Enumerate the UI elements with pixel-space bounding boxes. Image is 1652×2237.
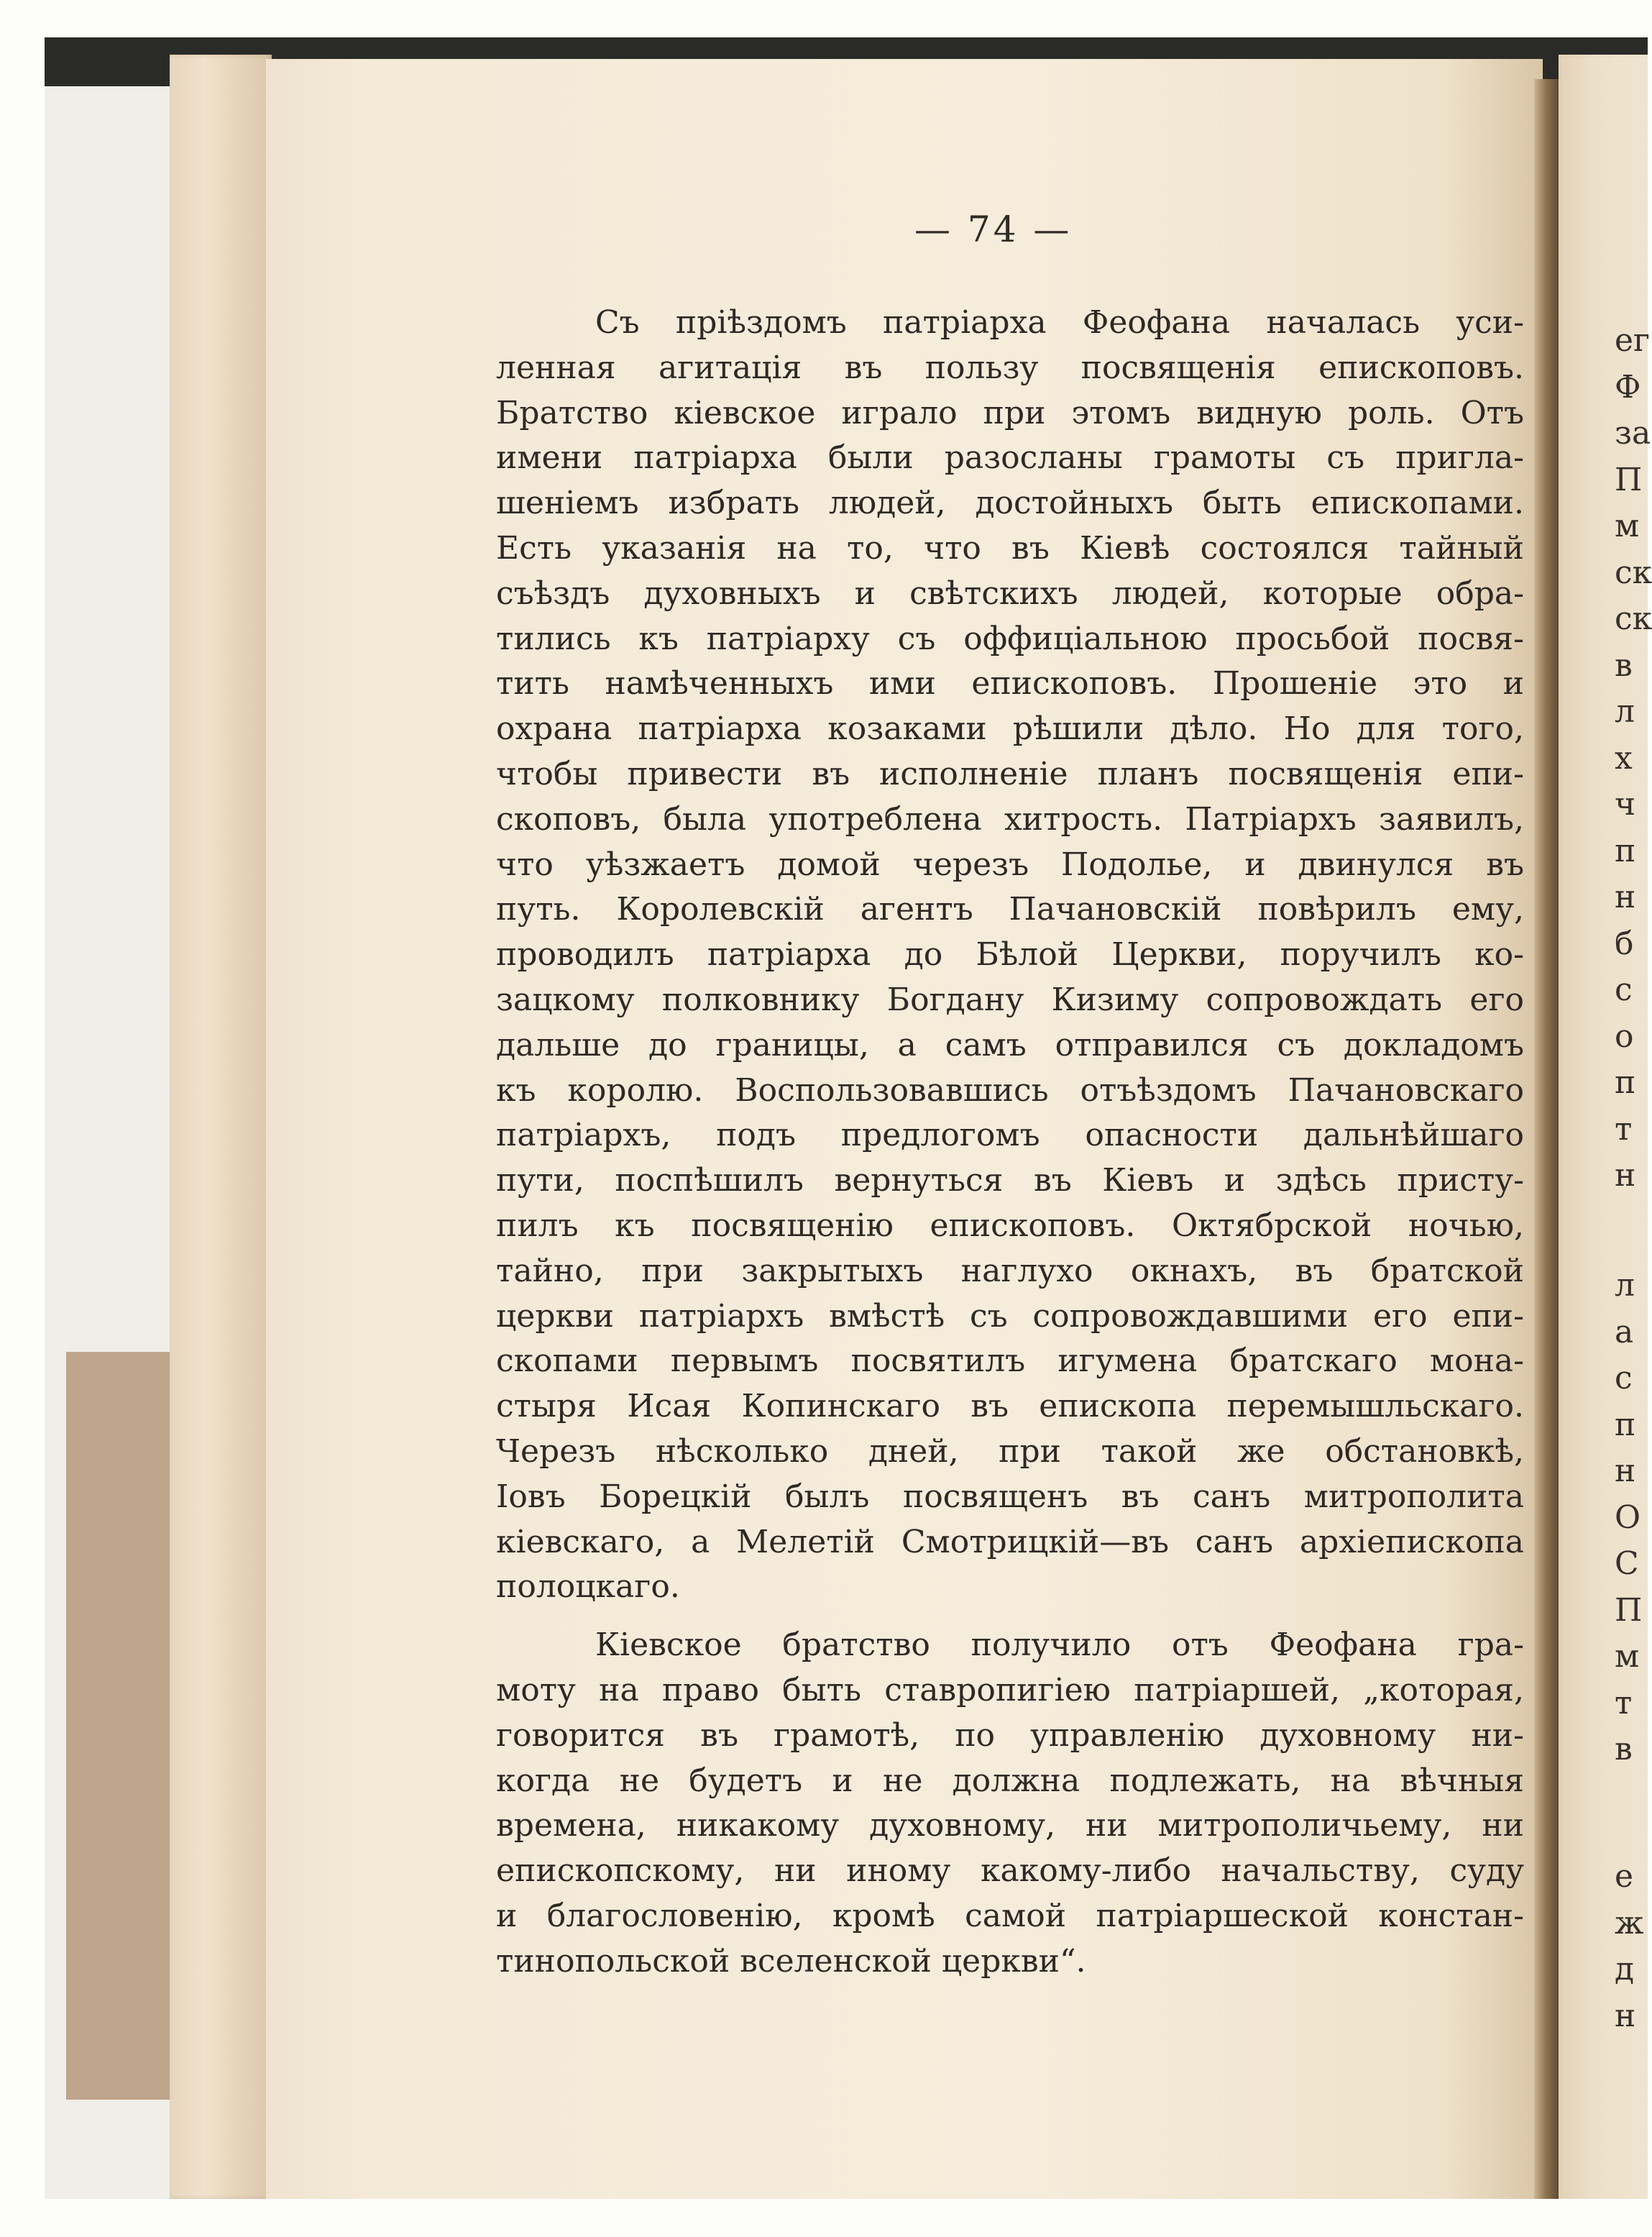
adjacent-page-text-fragment: х [1615, 739, 1633, 777]
text-line: Съ прiѣздомъ патрiарха Феофана началась уси- [595, 304, 1524, 341]
adjacent-page [1559, 55, 1652, 2199]
adjacent-page-text-fragment: л [1615, 1267, 1635, 1304]
text-line: тить намѣченныхъ ими епископовъ. Прошенiе это и [496, 665, 1524, 703]
text-line: епископскому, ни иному какому-либо начальству, суду [496, 1852, 1524, 1890]
adjacent-page-text-fragment: в [1615, 646, 1633, 684]
adjacent-page-text-fragment: н [1615, 1157, 1636, 1194]
book-page-edges [170, 55, 272, 2199]
text-line: Кiевское братство получило отъ Феофана гра- [595, 1627, 1524, 1664]
adjacent-page-text-fragment: ск [1615, 554, 1652, 591]
adjacent-page-text-fragment: ч [1615, 786, 1636, 823]
text-line: съѣздъ духовныхъ и свѣтскихъ людей, которые обра- [496, 575, 1524, 612]
adjacent-page-text-fragment: п [1615, 832, 1636, 869]
adjacent-page-text-fragment: л [1615, 693, 1635, 730]
text-line: стыря Исая Копинскаго въ епископа перемышльскаго. [496, 1388, 1524, 1425]
text-line: имени патрiарха были разосланы грамоты съ пригла- [496, 439, 1524, 477]
adjacent-page-text-fragment: С [1615, 1545, 1639, 1582]
adjacent-page-text-fragment: П [1615, 1591, 1643, 1629]
text-line: что уѣзжаетъ домой черезъ Подолье, и двинулся въ [496, 846, 1524, 883]
adjacent-page-text-fragment: за [1615, 415, 1651, 452]
adjacent-page-text-fragment: с [1615, 1360, 1633, 1396]
text-line: патрiархъ, подъ предлогомъ опасности дальнѣйшаго [496, 1117, 1524, 1154]
text-line: ленная агитацiя въ пользу посвященiя епископовъ. [496, 349, 1524, 386]
text-line: и благословенiю, кромѣ самой патрiаршеской констан- [496, 1897, 1524, 1934]
color-swatch [66, 1352, 174, 2100]
text-line: Есть указанiя на то, что въ Кiевѣ состоялся тайный [496, 529, 1524, 567]
text-line: времена, никакому духовному, ни митрополичьему, ни [496, 1807, 1524, 1844]
text-line: моту на право быть ставропигiею патрiаршей, „которая, [496, 1671, 1524, 1708]
adjacent-page-text-fragment: н [1615, 1453, 1636, 1489]
adjacent-page-text-fragment: П [1615, 461, 1643, 498]
text-line: проводилъ патрiарха до Бѣлой Церкви, поручилъ ко- [496, 936, 1524, 974]
text-line: Братство кiевское играло при этомъ видную роль. Отъ [496, 394, 1524, 431]
adjacent-page-text-fragment: м [1615, 508, 1640, 544]
text-line: зацкому полковнику Богдану Кизиму сопровождать его [496, 981, 1524, 1018]
adjacent-page-text-fragment: п [1615, 1406, 1636, 1443]
adjacent-page-text-fragment: т [1615, 1110, 1633, 1148]
adjacent-page-text-fragment: ег [1615, 322, 1651, 359]
text-line: полоцкаго. [496, 1568, 680, 1606]
text-line: къ королю. Воспользовавшись отъѣздомъ Пачановскаго [496, 1071, 1524, 1109]
adjacent-page-text-fragment: Ф [1615, 368, 1641, 406]
adjacent-page-text-fragment: б [1615, 925, 1634, 962]
text-line: пути, поспѣшилъ вернуться въ Кiевъ и здѣсь присту- [496, 1162, 1524, 1199]
adjacent-page-text-fragment: д [1615, 1951, 1635, 1987]
text-line: тайно, при закрытыхъ наглухо окнахъ, въ братской [496, 1252, 1524, 1289]
adjacent-page-text-fragment: о [1615, 1017, 1634, 1055]
book-gutter [1534, 79, 1560, 2199]
adjacent-page-text-fragment: в [1615, 1731, 1633, 1767]
adjacent-page-text-fragment: ж [1615, 1904, 1644, 1941]
text-line: Iовъ Борецкiй былъ посвященъ въ санъ митрополита [496, 1478, 1524, 1515]
adjacent-page-text-fragment: а [1615, 1313, 1634, 1350]
page-number: — 74 — [914, 209, 1073, 250]
text-line: Черезъ нѣсколько дней, при такой же обстановкѣ, [496, 1432, 1524, 1470]
adjacent-page-text-fragment: ск [1615, 600, 1652, 637]
text-line: чтобы привести въ исполненiе планъ посвященiя епи- [496, 755, 1524, 792]
text-line: шенiемъ избрать людей, достойныхъ быть епископами. [496, 485, 1524, 522]
text-line: кiевскаго, а Мелетiй Смотрицкiй—въ санъ архiепископа [496, 1523, 1524, 1560]
adjacent-page-text-fragment: н [1615, 1997, 1636, 2034]
text-line: путь. Королевскiй агентъ Пачановскiй повѣрилъ ему, [496, 891, 1524, 928]
text-line: пилъ къ посвященiю епископовъ. Октябрской ночью, [496, 1207, 1524, 1244]
text-line: говорится въ грамотѣ, по управленiю духовному ни- [496, 1716, 1524, 1754]
text-line: скоповъ, была употреблена хитрость. Патрiархъ заявилъ, [496, 800, 1524, 838]
text-line: церкви патрiархъ вмѣстѣ съ сопровождавшими его епи- [496, 1297, 1524, 1335]
page-body-text [496, 301, 1524, 1984]
adjacent-page-text-fragment: О [1615, 1499, 1641, 1536]
text-line: тинопольской вселенской церкви“. [496, 1942, 1086, 1980]
adjacent-page-text-fragment: т [1615, 1684, 1633, 1721]
adjacent-page-text-fragment: п [1615, 1064, 1636, 1101]
text-line: тились къ патрiарху съ оффицiальною просьбой посвя- [496, 620, 1524, 657]
adjacent-page-text-fragment: с [1615, 971, 1633, 1008]
text-line: скопами первымъ посвятилъ игумена братскаго мона- [496, 1342, 1524, 1380]
adjacent-page-text-fragment: н [1615, 879, 1636, 915]
text-line: дальше до границы, а самъ отправился съ докладомъ [496, 1026, 1524, 1063]
text-line: охрана патрiарха козаками рѣшили дѣло. Но для того, [496, 710, 1524, 748]
text-line: когда не будетъ и не должна подлежать, на вѣчныя [496, 1762, 1524, 1799]
adjacent-page-text-fragment: м [1615, 1638, 1640, 1675]
adjacent-page-text-fragment: е [1615, 1858, 1634, 1895]
